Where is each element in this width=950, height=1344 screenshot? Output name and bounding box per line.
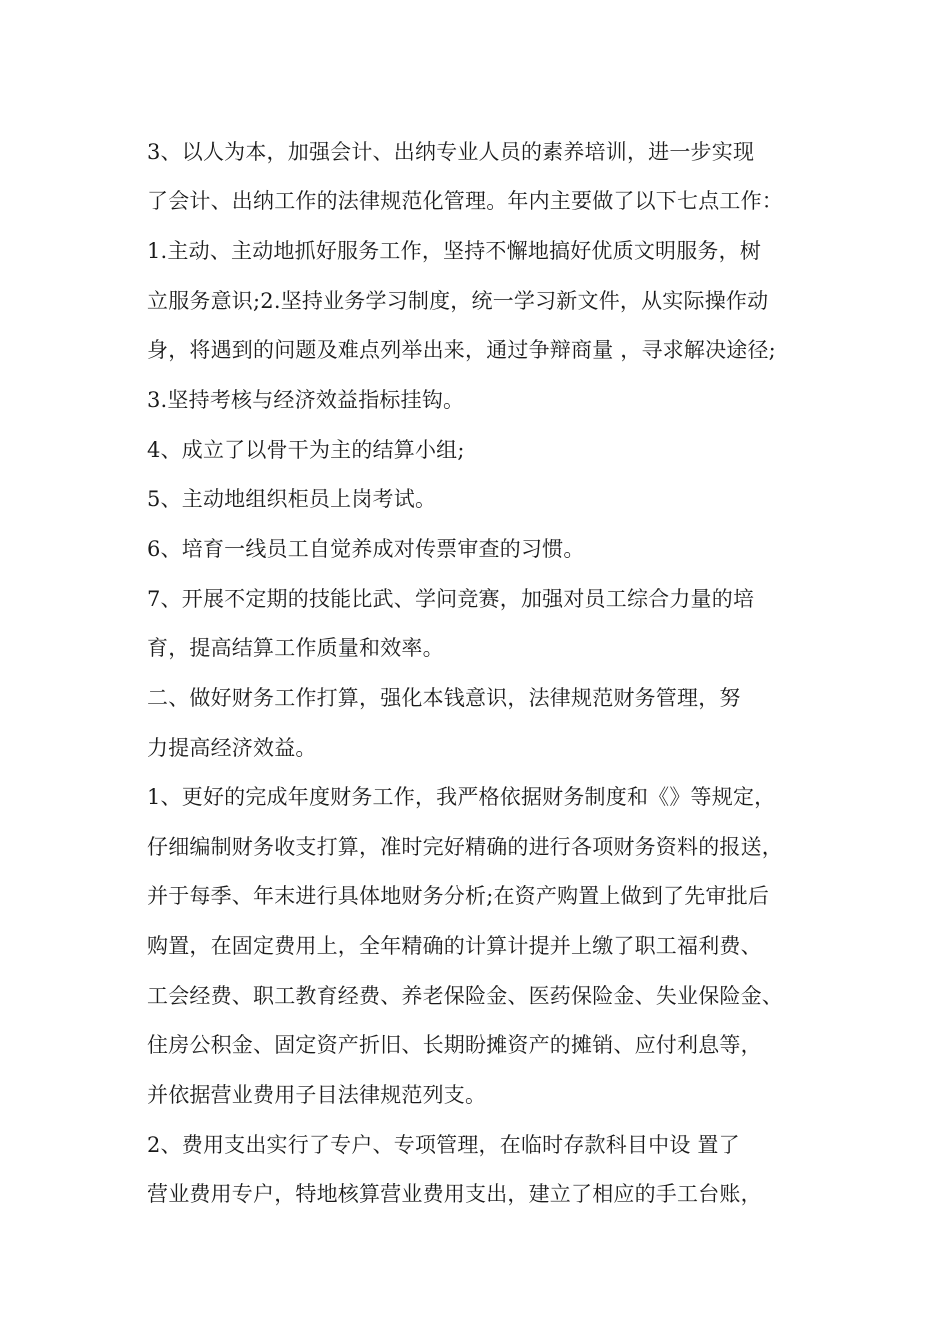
text-line: 6、培育一线员工自觉养成对传票审查的习惯。 — [147, 537, 585, 561]
text-line: 身，将遇到的问题及难点列举出来，通过争辩商量 ，寻求解决途径; — [147, 338, 776, 362]
text-line: 仔细编制财务收支打算，准时完好精确的进行各项财务资料的报送， — [147, 835, 783, 859]
text-line: 1、更好的完成年度财务工作，我严格依据财务制度和《》等规定， — [147, 785, 776, 809]
text-line: 工会经费、职工教育经费、养老保险金、医药保险金、失业保险金、 — [147, 984, 783, 1008]
text-line: 力提高经济效益。 — [147, 736, 317, 760]
text-line: 2、费用支出实行了专户、专项管理，在临时存款科目中设 置了 — [147, 1133, 740, 1157]
text-line: 购置，在固定费用上，全年精确的计算计提并上缴了职工福利费、 — [147, 934, 762, 958]
text-line: 育，提高结算工作质量和效率。 — [147, 636, 444, 660]
text-line: 5、主动地组织柜员上岗考试。 — [147, 487, 437, 511]
text-line: 4、成立了以骨干为主的结算小组; — [147, 438, 465, 462]
text-line: 立服务意识;2.坚持业务学习制度，统一学习新文件，从实际操作动 — [147, 289, 769, 313]
text-line: 3.坚持考核与经济效益指标挂钩。 — [147, 388, 465, 412]
text-line: 并于每季、年末进行具体地财务分析;在资产购置上做到了先审批后 — [147, 884, 770, 908]
text-line: 住房公积金、固定资产折旧、长期盼摊资产的摊销、应付利息等， — [147, 1033, 762, 1057]
text-line: 并依据营业费用子目法律规范列支。 — [147, 1083, 487, 1107]
text-line: 营业费用专户，特地核算营业费用支出，建立了相应的手工台账， — [147, 1182, 762, 1206]
text-line: 3、以人为本，加强会计、出纳专业人员的素养培训，进一步实现 — [147, 140, 755, 164]
text-line: 7、开展不定期的技能比武、学问竞赛，加强对员工综合力量的培 — [147, 587, 755, 611]
text-line: 1.主动、主动地抓好服务工作，坚持不懈地搞好优质文明服务，树 — [147, 239, 762, 263]
text-line: 二、做好财务工作打算，强化本钱意识，法律规范财务管理，努 — [147, 686, 741, 710]
text-line: 了会计、出纳工作的法律规范化管理。年内主要做了以下七点工作： — [147, 189, 783, 213]
